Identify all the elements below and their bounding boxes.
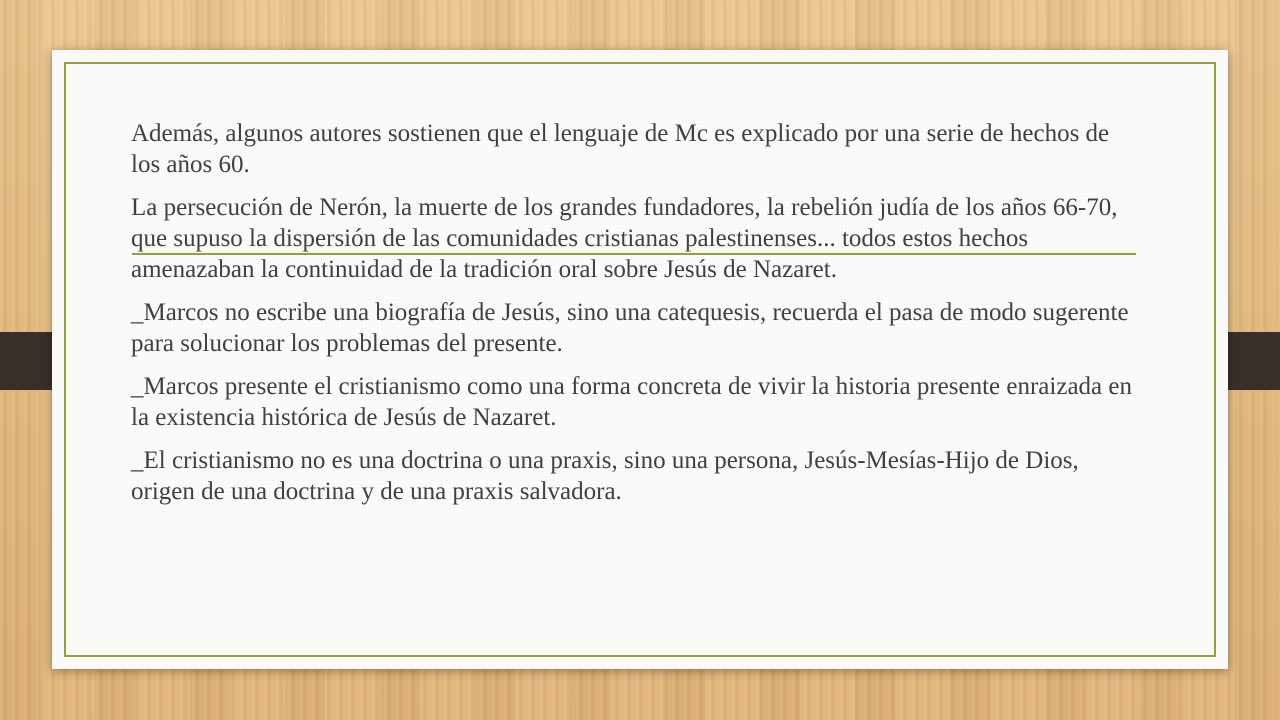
paragraph-catechesis: _Marcos no escribe una biografía de Jesús, sino una catequesis, recuerda el pasa de modo sugerente para solucionar los problemas del presente. [131,299,1129,357]
paragraph-intro: Además, algunos autores sostienen que el lenguaje de Mc es explicado por una serie de hechos de los años 60. [131,120,1110,178]
paragraph-christianity-person: _El cristianismo no es una doctrina o una praxis, sino una persona, Jesús-Mesías-Hijo de Dios, origen de una doctrina y de una praxis salvadora. [131,447,1079,505]
paragraph-christianity-history: _Marcos presente el cristianismo como una forma concreta de vivir la historia presente enraizada en la existencia histórica de Jesús de Nazaret. [131,373,1132,431]
slide-body-text [131,118,1141,519]
paragraph-historical-events: La persecución de Nerón, la muerte de los grandes fundadores, la rebelión judía de los años 66-70, que supuso la dispersión de las comunidades cristianas palestinenses... todos estos hechos amenazaban la continuidad de la tradición oral sobre Jesús de Nazaret. [131,194,1118,283]
slide-card [52,50,1228,669]
